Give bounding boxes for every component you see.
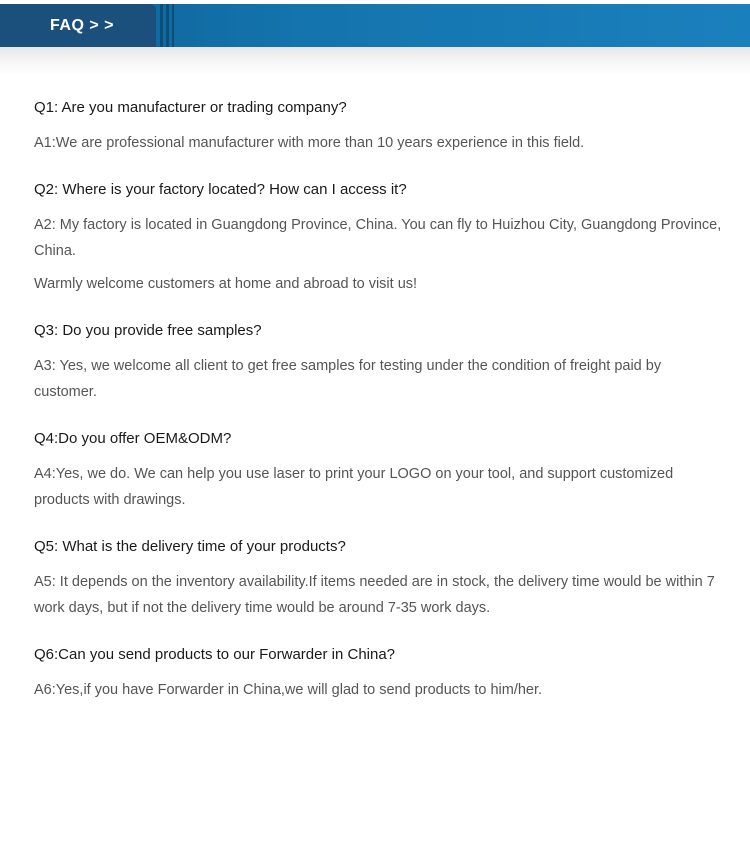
- header-stripe: [166, 4, 169, 47]
- faq-item-3: [34, 321, 724, 405]
- faq-item-6: [34, 645, 724, 703]
- header-stripe: [172, 4, 174, 47]
- answer: A3: Yes, we welcome all client to get free samples for testing under the condition of freight paid by customer.: [34, 358, 662, 400]
- answer: A2: My factory is located in Guangdong Province, China. You can fly to Huizhou City, Guangdong Province, China.: [34, 217, 722, 259]
- question: Q4:Do you offer OEM&ODM?: [34, 430, 232, 447]
- question: Q2: Where is your factory located? How can I access it?: [34, 181, 407, 198]
- header-title: FAQ > >: [50, 17, 114, 34]
- faq-list: [34, 98, 724, 727]
- question: Q3: Do you provide free samples?: [34, 322, 262, 339]
- answer: A6:Yes,if you have Forwarder in China,we will glad to send products to him/her.: [34, 682, 543, 698]
- faq-item-2: [34, 180, 724, 297]
- answer: A1:We are professional manufacturer with more than 10 years experience in this field.: [34, 135, 585, 151]
- faq-item-1: [34, 98, 724, 156]
- question: Q1: Are you manufacturer or trading company?: [34, 99, 347, 116]
- faq-item-4: [34, 429, 724, 513]
- question: Q6:Can you send products to our Forwarder in China?: [34, 646, 396, 663]
- answer: A5: It depends on the inventory availability.If items needed are in stock, the delivery time would be within 7 work days, but if not the delivery time would be around 7-35 work days.: [34, 574, 715, 616]
- faq-item-5: [34, 537, 724, 621]
- answer: Warmly welcome customers at home and abroad to visit us!: [34, 276, 418, 292]
- answer: A4:Yes, we do. We can help you use laser to print your LOGO on your tool, and support customized products with drawings.: [34, 466, 674, 508]
- question: Q5: What is the delivery time of your products?: [34, 538, 346, 555]
- faq-header-banner: [0, 4, 750, 47]
- header-stripe: [160, 4, 163, 47]
- header-shadow: [0, 47, 750, 75]
